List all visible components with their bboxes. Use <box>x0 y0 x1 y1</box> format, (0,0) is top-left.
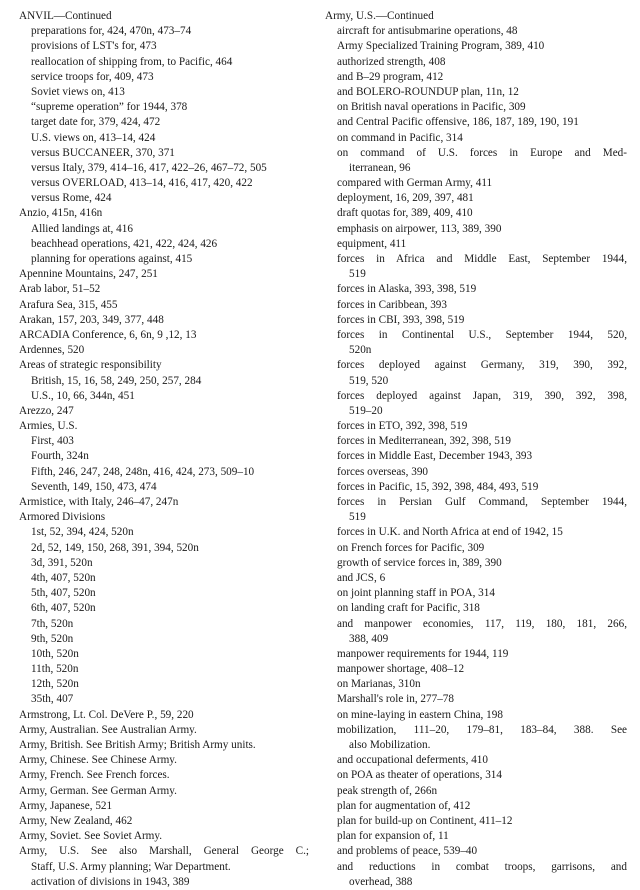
index-subentry: and JCS, 6 <box>337 571 386 584</box>
index-subentry: and Central Pacific offensive, 186, 187, 189, 190, 191 <box>337 116 579 129</box>
index-subentry: Allied landings at, 416 <box>31 222 133 235</box>
index-entry: Ardennes, 520 <box>19 344 85 357</box>
index-subentry: emphasis on airpower, 113, 389, 390 <box>337 222 502 235</box>
index-subentry: service troops for, 409, 473 <box>31 70 154 83</box>
index-subentry: preparations for, 424, 470n, 473–74 <box>31 25 192 38</box>
index-entry: Army, Chinese. See Chinese Army. <box>19 754 177 767</box>
index-entry: Army, Soviet. See Soviet Army. <box>19 830 163 843</box>
index-subentry: 10th, 520n <box>31 647 79 660</box>
index-subentry: 11th, 520n <box>31 663 79 676</box>
index-entry-continuation: 519–20 <box>349 404 383 417</box>
index-subentry: Fourth, 324n <box>31 450 89 463</box>
index-subentry: versus Rome, 424 <box>31 192 112 205</box>
index-subentry: 9th, 520n <box>31 632 74 645</box>
index-subentry: on command in Pacific, 314 <box>337 131 463 144</box>
index-subentry: on French forces for Pacific, 309 <box>337 541 485 554</box>
index-subentry: forces in Mediterranean, 392, 398, 519 <box>337 435 511 448</box>
index-subentry: on landing craft for Pacific, 318 <box>337 602 480 615</box>
index-subentry: forces in Persian Gulf Command, September 1944, <box>337 496 627 508</box>
index-entry-continuation: 519, 520 <box>349 374 389 387</box>
index-subentry: 35th, 407 <box>31 693 74 706</box>
index-entry-continuation: overhead, 388 <box>349 875 413 888</box>
index-entry: Arakan, 157, 203, 349, 377, 448 <box>19 313 164 326</box>
index-subentry: beachhead operations, 421, 422, 424, 426 <box>31 237 218 250</box>
index-subentry: on joint planning staff in POA, 314 <box>337 587 495 600</box>
index-subentry: mobilization, 111–20, 179–81, 183–84, 388. See <box>337 723 627 736</box>
index-entry: Army, U.S. See also Marshall, General George C.; <box>19 845 309 858</box>
index-subentry: Army Specialized Training Program, 389, 410 <box>337 40 545 53</box>
index-subentry: First, 403 <box>31 435 74 448</box>
index-entry: Armored Divisions <box>19 511 106 524</box>
index-subentry: deployment, 16, 209, 397, 481 <box>337 192 474 205</box>
index-entry-continuation: 519 <box>349 511 366 524</box>
index-subentry: plan for expansion of, 11 <box>337 830 449 843</box>
index-subentry: and occupational deferments, 410 <box>337 754 488 767</box>
index-subentry: and reductions in combat troops, garrisons, and <box>337 860 627 873</box>
index-subentry: compared with German Army, 411 <box>337 177 493 190</box>
index-entry-continuation: iterranean, 96 <box>349 161 411 174</box>
index-subentry: U.S., 10, 66, 344n, 451 <box>31 389 135 402</box>
index-subentry: versus BUCCANEER, 370, 371 <box>31 146 175 159</box>
index-subentry: U.S. views on, 413–14, 424 <box>31 131 156 144</box>
index-subentry: forces deployed against Japan, 319, 390, 392, 398, <box>337 389 627 402</box>
index-subentry: on British naval operations in Pacific, 309 <box>337 101 526 114</box>
index-subentry: 12th, 520n <box>31 678 79 691</box>
index-subentry: forces deployed against Germany, 319, 390, 392, <box>337 359 627 372</box>
index-subentry: forces in Africa and Middle East, September 1944, <box>337 253 627 265</box>
index-entry-continuation: 388, 409 <box>349 632 389 645</box>
index-subentry: on mine-laying in eastern China, 198 <box>337 708 503 721</box>
index-subentry: and BOLERO-ROUNDUP plan, 11n, 12 <box>337 85 519 98</box>
index-entry-continuation: 520n <box>349 344 372 357</box>
index-subentry: 4th, 407, 520n <box>31 571 96 584</box>
index-subentry: Seventh, 149, 150, 473, 474 <box>31 480 157 493</box>
index-subentry: peak strength of, 266n <box>337 784 438 797</box>
index-entry: ANVIL—Continued <box>19 10 112 22</box>
index-subentry: on Marianas, 310n <box>337 678 421 691</box>
index-entry: Army, French. See French forces. <box>19 769 170 782</box>
index-subentry: and B–29 program, 412 <box>337 70 444 83</box>
index-subentry: 3d, 391, 520n <box>31 556 93 569</box>
index-subentry: Soviet views on, 413 <box>31 85 125 98</box>
index-entry: Army, Japanese, 521 <box>19 799 113 812</box>
index-entry: Armstrong, Lt. Col. DeVere P., 59, 220 <box>19 708 194 721</box>
index-subentry: growth of service forces in, 389, 390 <box>337 556 502 569</box>
index-entry-continuation: 519 <box>349 268 366 281</box>
index-subentry: manpower requirements for 1944, 119 <box>337 647 509 660</box>
index-subentry: draft quotas for, 389, 409, 410 <box>337 207 473 220</box>
index-subentry: forces in Alaska, 393, 398, 519 <box>337 283 477 296</box>
index-subentry: Staff, U.S. Army planning; War Department. <box>31 860 231 873</box>
index-entry: Armistice, with Italy, 246–47, 247n <box>19 496 179 508</box>
index-entry: Army, German. See German Army. <box>19 784 177 797</box>
index-subentry: plan for build-up on Continent, 411–12 <box>337 814 513 827</box>
index-subentry: 7th, 520n <box>31 617 74 630</box>
index-subentry: 6th, 407, 520n <box>31 602 96 615</box>
index-subentry: forces in CBI, 393, 398, 519 <box>337 313 465 326</box>
index-subentry: 1st, 52, 394, 424, 520n <box>31 526 134 539</box>
index-subentry: Fifth, 246, 247, 248, 248n, 416, 424, 273, 509–10 <box>31 465 255 478</box>
index-column-left <box>19 9 309 890</box>
index-entry-continuation: also Mobilization. <box>349 739 431 751</box>
index-entry: Army, British. See British Army; British Army units. <box>19 739 256 751</box>
index-subentry: forces in Continental U.S., September 1944, 520, <box>337 328 627 341</box>
index-entry: Army, U.S.—Continued <box>325 10 434 22</box>
index-subentry: target date for, 379, 424, 472 <box>31 116 161 129</box>
index-entry: Arab labor, 51–52 <box>19 283 101 296</box>
index-subentry: on command of U.S. forces in Europe and Med- <box>337 146 627 159</box>
index-entry: Arafura Sea, 315, 455 <box>19 298 118 311</box>
index-subentry: manpower shortage, 408–12 <box>337 663 465 676</box>
index-subentry: equipment, 411 <box>337 237 407 250</box>
index-subentry: forces in U.K. and North Africa at end of 1942, 15 <box>337 526 563 539</box>
index-entry: ARCADIA Conference, 6, 6n, 9 ,12, 13 <box>19 328 197 341</box>
index-subentry: forces in Caribbean, 393 <box>337 298 447 311</box>
index-subentry: British, 15, 16, 58, 249, 250, 257, 284 <box>31 374 202 387</box>
index-column-right <box>325 9 627 890</box>
index-subentry: and manpower economies, 117, 119, 180, 181, 266, <box>337 617 627 630</box>
index-subentry: and problems of peace, 539–40 <box>337 845 478 858</box>
index-subentry: reallocation of shipping from, to Pacific, 464 <box>31 55 233 68</box>
index-entry: Arezzo, 247 <box>19 404 74 417</box>
index-subentry: plan for augmentation of, 412 <box>337 799 471 812</box>
index-subentry: authorized strength, 408 <box>337 55 446 68</box>
index-subentry: forces in Pacific, 15, 392, 398, 484, 493, 519 <box>337 480 539 493</box>
index-subentry: 2d, 52, 149, 150, 268, 391, 394, 520n <box>31 541 199 554</box>
index-entry: Armies, U.S. <box>19 420 78 433</box>
index-subentry: aircraft for antisubmarine operations, 48 <box>337 25 518 38</box>
index-subentry: provisions of LST's for, 473 <box>31 40 157 53</box>
index-subentry: planning for operations against, 415 <box>31 253 193 265</box>
index-subentry: 5th, 407, 520n <box>31 587 96 600</box>
index-subentry: “supreme operation” for 1944, 378 <box>31 101 188 114</box>
index-entry: Apennine Mountains, 247, 251 <box>19 268 158 281</box>
index-entry: Army, Australian. See Australian Army. <box>19 723 197 736</box>
index-entry: Army, New Zealand, 462 <box>19 814 133 827</box>
index-subentry: Marshall's role in, 277–78 <box>337 693 454 706</box>
index-entry: Areas of strategic responsibility <box>19 359 162 372</box>
index-subentry: activation of divisions in 1943, 389 <box>31 875 190 888</box>
index-subentry: versus Italy, 379, 414–16, 417, 422–26, 467–72, 505 <box>31 161 267 174</box>
index-subentry: forces overseas, 390 <box>337 465 429 478</box>
index-subentry: forces in ETO, 392, 398, 519 <box>337 420 468 433</box>
index-entry: Anzio, 415n, 416n <box>19 207 103 220</box>
index-subentry: on POA as theater of operations, 314 <box>337 769 502 782</box>
index-subentry: forces in Middle East, December 1943, 393 <box>337 450 533 463</box>
index-subentry: versus OVERLOAD, 413–14, 416, 417, 420, 422 <box>31 177 253 190</box>
